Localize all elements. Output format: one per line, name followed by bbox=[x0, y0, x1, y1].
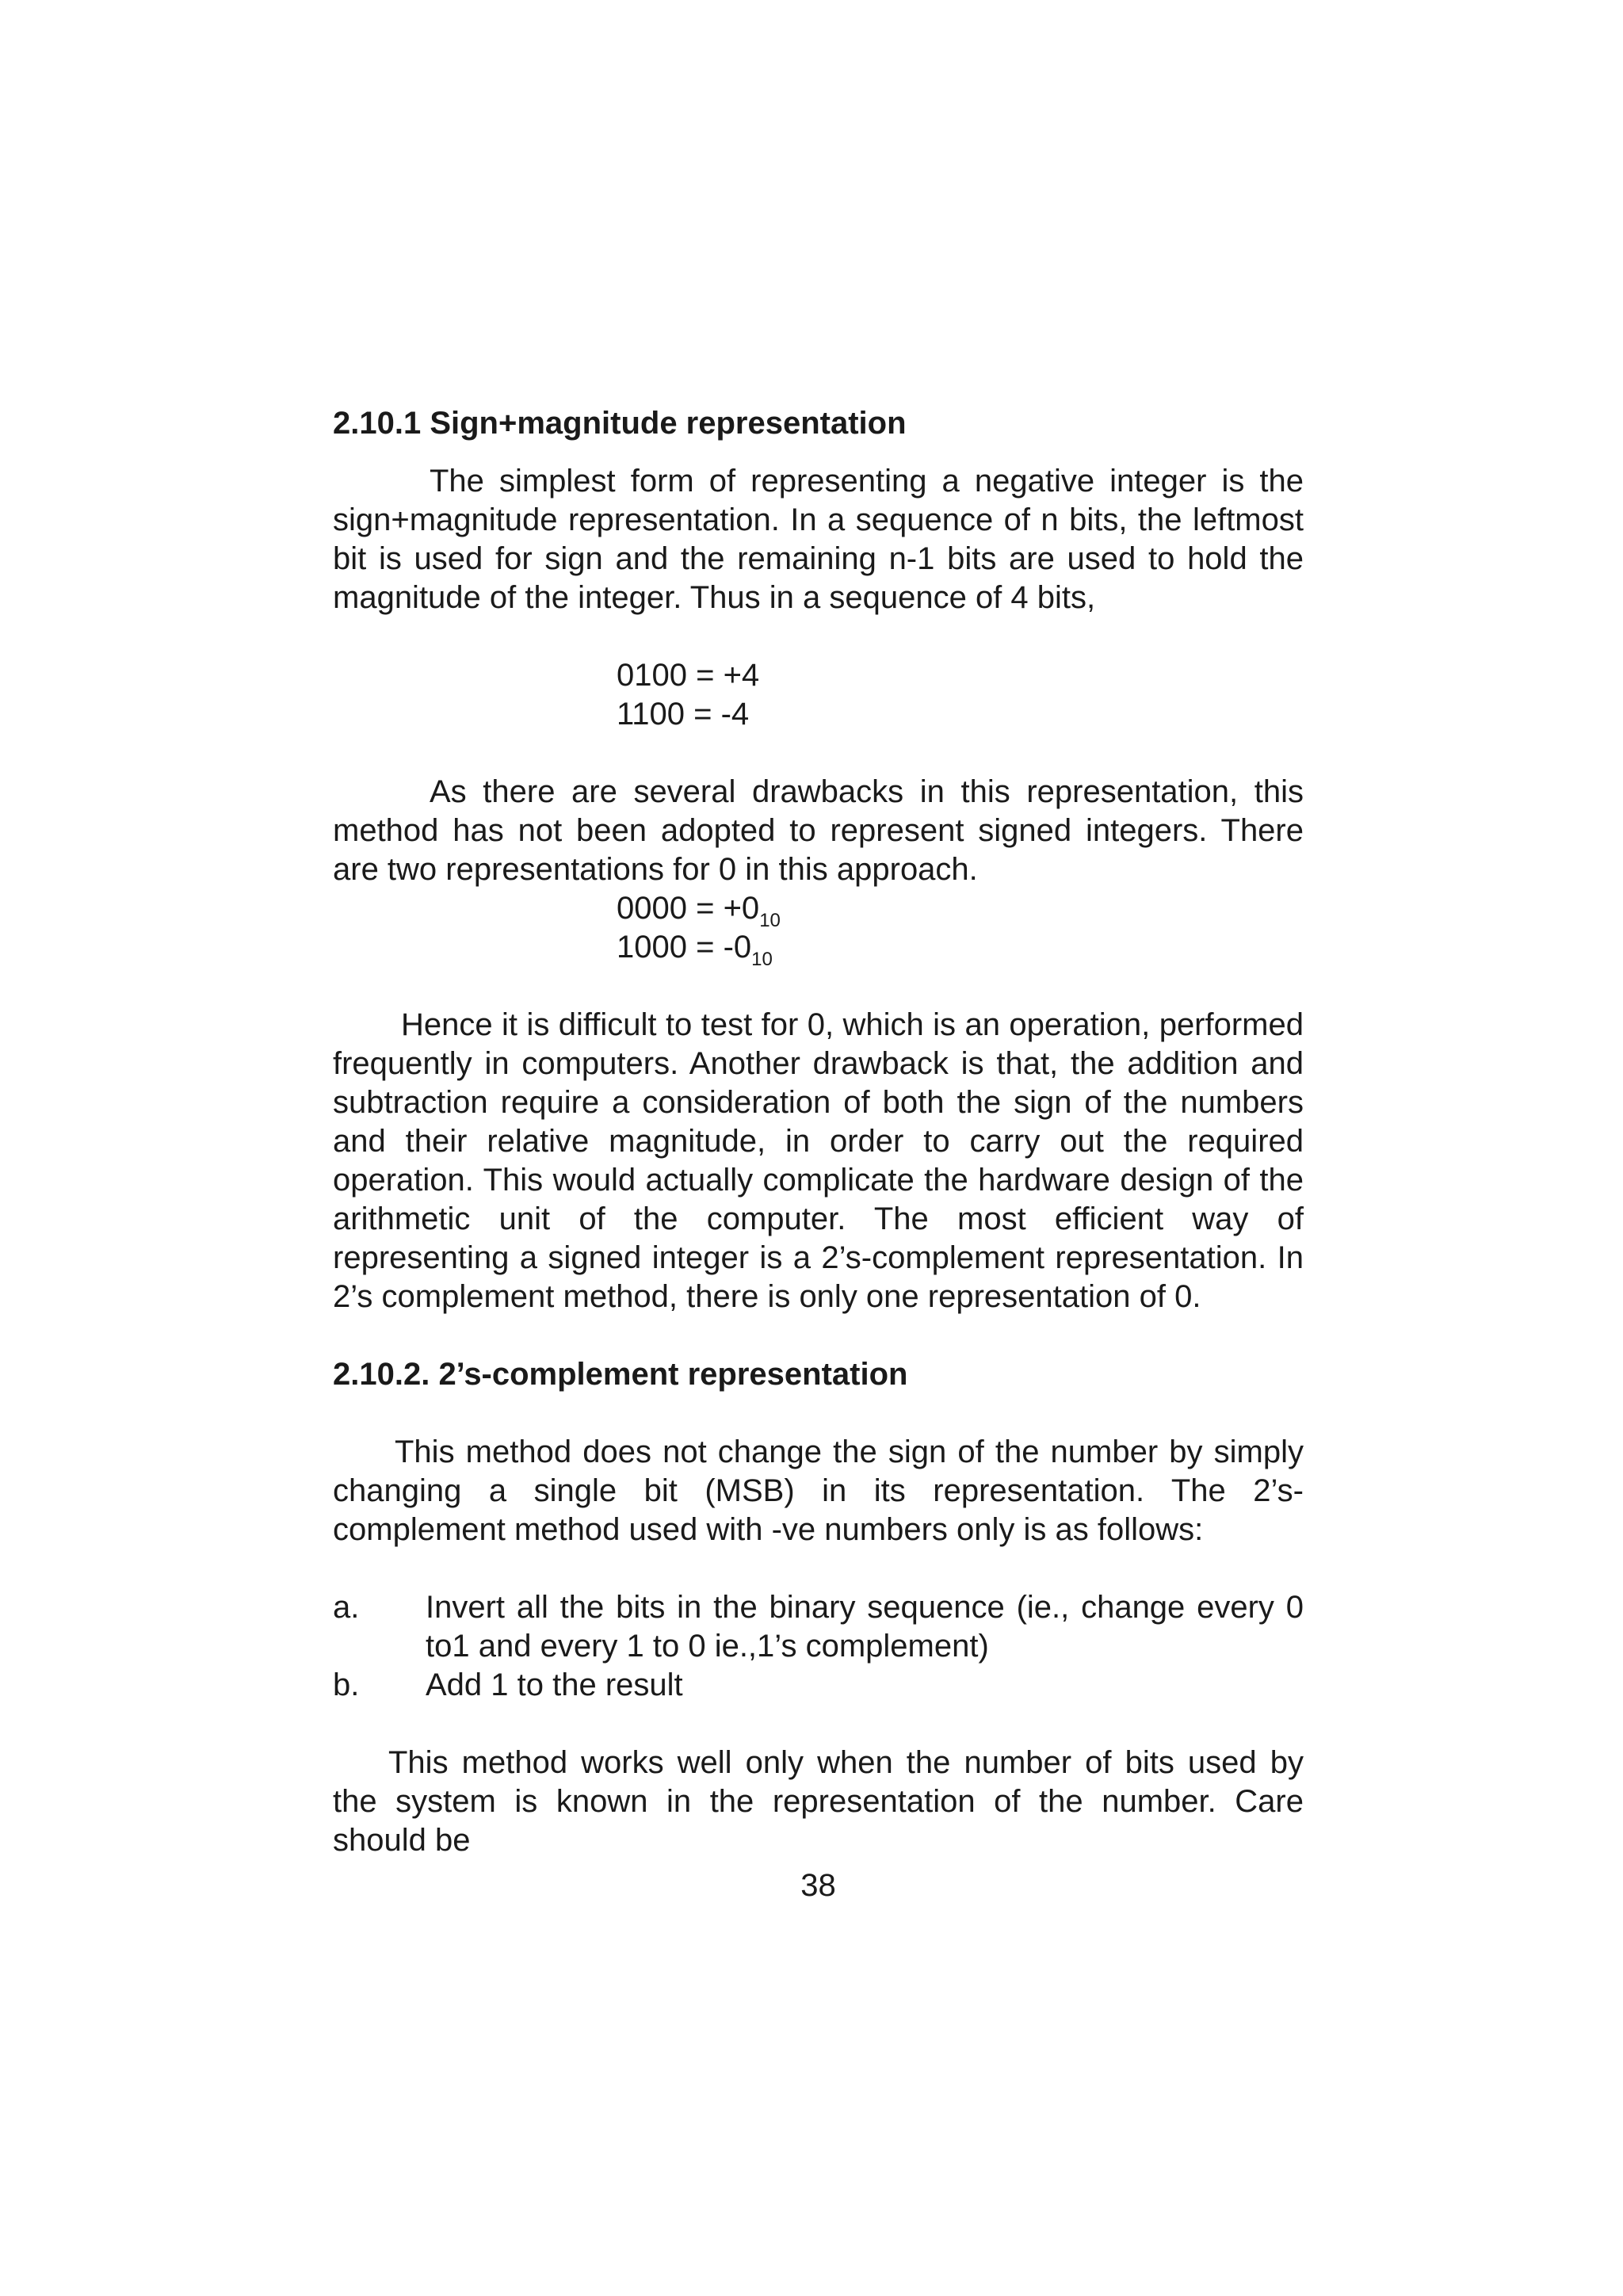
section-heading-twos-complement: 2.10.2. 2’s-complement representation bbox=[333, 1357, 908, 1392]
document-page bbox=[333, 404, 1304, 1905]
example-subscript: 10 bbox=[759, 910, 781, 931]
list-text: Invert all the bits in the binary sequence (ie., change every 0 to1 and every 1 to 0 ie.,1’s complement) bbox=[426, 1590, 1304, 1664]
paragraph-drawbacks: As there are several drawbacks in this representation, this method has not been adopted to represent signed integers. There are two representations for 0 in this approach. bbox=[333, 774, 1304, 887]
steps-list bbox=[333, 1588, 1304, 1705]
list-marker: b. bbox=[333, 1668, 360, 1702]
section-heading-sign-magnitude: 2.10.1 Sign+magnitude representation bbox=[333, 406, 907, 441]
example-line: 1100 = -4 bbox=[617, 697, 750, 732]
list-item bbox=[333, 1588, 1304, 1666]
paragraph-sign-magnitude-intro: The simplest form of representing a negative integer is the sign+magnitude representation. In a sequence of n bits, the leftmost bit is used for sign and the remaining n-1 bits are used to hold the magnitude of the integer. Thus in a sequence of 4 bits, bbox=[333, 464, 1304, 615]
paragraph-bit-count: This method works well only when the number of bits used by the system is known in the representation of the number. Care should be bbox=[333, 1745, 1304, 1858]
page-number: 38 bbox=[800, 1868, 836, 1903]
example-line: 0100 = +4 bbox=[617, 658, 760, 693]
example-line bbox=[617, 889, 1304, 931]
paragraph-twos-complement-intro: This method does not change the sign of the number by simply changing a single bit (MSB) in its representation. The 2’s-complement method used with -ve numbers only is as follows: bbox=[333, 1435, 1304, 1547]
example-text: 1000 = -0 bbox=[617, 930, 752, 965]
list-marker: a. bbox=[333, 1590, 360, 1625]
paragraph-testing-zero: Hence it is difficult to test for 0, which is an operation, performed frequently in computers. Another drawback is that, the addition and subtraction require a consideration of both the sign of the numbers and their relative magnitude, in order to carry out the required operation. This would actually complicate the hardware design of the arithmetic unit of the computer. The most efficient way of representing a signed integer is a 2’s-complement representation. In 2’s complement method, there is only one representation of 0. bbox=[333, 1007, 1304, 1314]
list-item bbox=[333, 1666, 1304, 1705]
example-block-zero bbox=[333, 889, 1304, 970]
example-subscript: 10 bbox=[751, 949, 773, 970]
example-text: 0000 = +0 bbox=[617, 891, 760, 926]
example-block-4bit bbox=[333, 656, 1304, 734]
example-line bbox=[617, 928, 1304, 970]
list-text: Add 1 to the result bbox=[426, 1668, 683, 1702]
